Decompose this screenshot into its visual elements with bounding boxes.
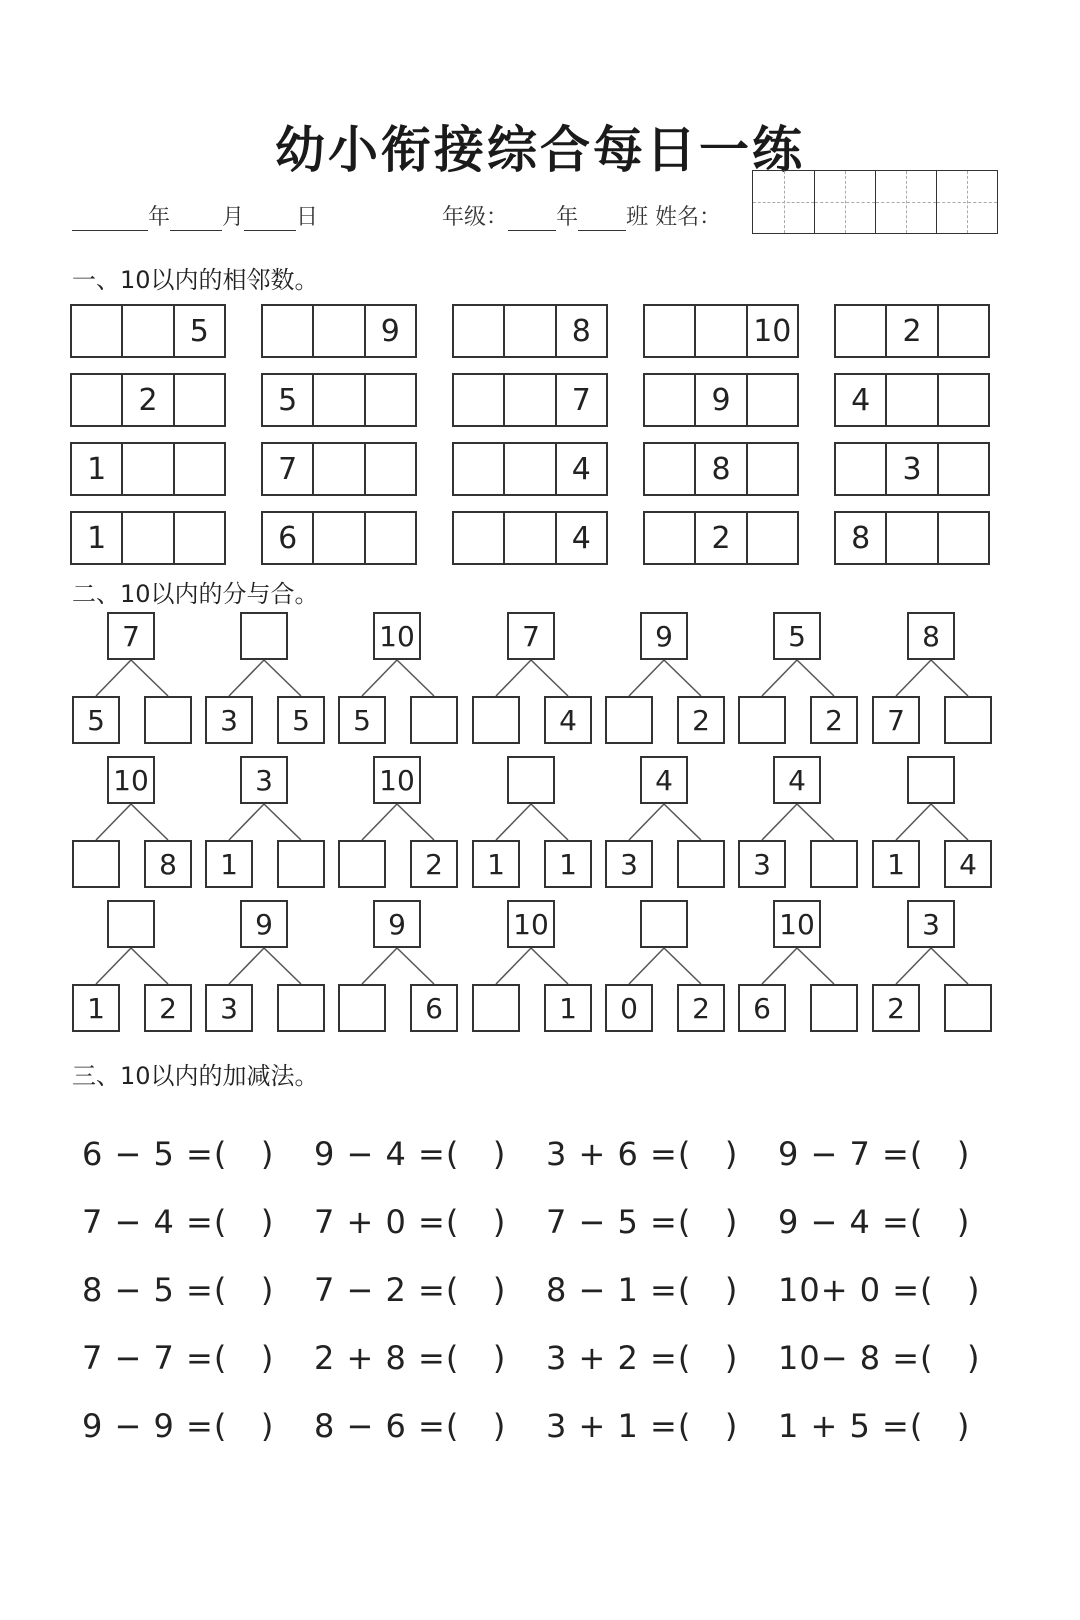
answer-cell[interactable] — [72, 375, 121, 425]
bond-line — [531, 804, 568, 840]
grade-year-blank[interactable] — [508, 208, 556, 231]
bond-line — [264, 660, 301, 696]
given-box: 2 — [144, 984, 192, 1032]
given-number: 9 — [364, 306, 415, 356]
answer-cell[interactable] — [121, 306, 172, 356]
number-bond — [72, 612, 192, 752]
day-label: 日 — [296, 205, 319, 230]
given-number: 4 — [851, 382, 871, 418]
adjacent-item — [261, 304, 417, 358]
adjacent-item — [643, 304, 799, 358]
number-bond — [738, 612, 858, 752]
given-number: 9 — [694, 375, 745, 425]
given-box: 3 — [907, 900, 955, 948]
bond-line — [664, 948, 701, 984]
adjacent-item — [70, 304, 226, 358]
given-box: 7 — [872, 696, 920, 744]
answer-box[interactable] — [907, 756, 955, 804]
bond-line — [397, 660, 434, 696]
answer-box[interactable] — [944, 696, 992, 744]
class-blank[interactable] — [578, 208, 626, 231]
answer-cell[interactable] — [694, 306, 745, 356]
equation[interactable]: 1 + 5 =( ) — [778, 1407, 971, 1445]
bond-line — [229, 948, 264, 984]
bond-line — [96, 804, 131, 840]
equation[interactable]: 8 − 5 =( ) — [82, 1271, 275, 1309]
equation[interactable]: 2 + 8 =( ) — [314, 1339, 507, 1377]
answer-box[interactable] — [944, 984, 992, 1032]
number-bond — [338, 612, 458, 752]
given-box: 3 — [205, 984, 253, 1032]
bond-line — [131, 948, 168, 984]
answer-cell[interactable] — [364, 513, 415, 563]
answer-box[interactable] — [640, 900, 688, 948]
answer-cell[interactable] — [454, 444, 503, 494]
answer-cell[interactable] — [263, 306, 312, 356]
given-box: 3 — [738, 840, 786, 888]
bond-line — [931, 660, 968, 696]
equation[interactable]: 7 − 5 =( ) — [546, 1203, 739, 1241]
answer-box[interactable] — [144, 696, 192, 744]
given-box: 4 — [640, 756, 688, 804]
year-blank[interactable] — [72, 208, 148, 231]
answer-cell[interactable] — [173, 375, 224, 425]
answer-box[interactable] — [338, 840, 386, 888]
given-number: 3 — [885, 444, 936, 494]
adjacent-item — [643, 442, 799, 496]
bond-line — [264, 804, 301, 840]
given-box: 10 — [373, 612, 421, 660]
answer-cell[interactable] — [836, 306, 885, 356]
answer-box[interactable] — [810, 984, 858, 1032]
bond-line — [397, 804, 434, 840]
given-box: 1 — [72, 984, 120, 1032]
bond-line — [629, 948, 664, 984]
given-number: 8 — [555, 306, 606, 356]
equation[interactable]: 7 − 7 =( ) — [82, 1339, 275, 1377]
answer-box[interactable] — [277, 984, 325, 1032]
answer-box[interactable] — [472, 696, 520, 744]
number-bond — [338, 900, 458, 1040]
answer-cell[interactable] — [937, 375, 988, 425]
answer-cell[interactable] — [836, 444, 885, 494]
given-box: 2 — [872, 984, 920, 1032]
answer-cell[interactable] — [645, 513, 694, 563]
adjacent-item — [261, 373, 417, 427]
number-bond — [872, 900, 992, 1040]
number-bond — [605, 612, 725, 752]
number-bond — [872, 756, 992, 896]
given-box: 1 — [472, 840, 520, 888]
given-box: 1 — [205, 840, 253, 888]
bond-line — [531, 948, 568, 984]
adjacent-item — [452, 442, 608, 496]
answer-cell[interactable] — [364, 444, 415, 494]
adjacent-numbers-grid — [70, 304, 1010, 565]
bond-line — [797, 948, 834, 984]
bond-line — [931, 948, 968, 984]
adjacent-item — [452, 373, 608, 427]
given-number: 6 — [278, 520, 298, 556]
given-box: 2 — [810, 696, 858, 744]
answer-box[interactable] — [605, 696, 653, 744]
name-grid[interactable] — [752, 170, 998, 234]
given-box: 9 — [240, 900, 288, 948]
bond-line — [629, 804, 664, 840]
bond-line — [496, 660, 531, 696]
answer-cell[interactable] — [746, 375, 797, 425]
class-name-label: 班 姓名： — [626, 205, 722, 230]
equation[interactable]: 10− 8 =( ) — [778, 1339, 981, 1377]
grade-year-label: 年 — [556, 205, 579, 230]
name-cell[interactable] — [875, 171, 936, 233]
answer-cell[interactable] — [503, 306, 554, 356]
equation[interactable]: 3 + 2 =( ) — [546, 1339, 739, 1377]
answer-cell[interactable] — [312, 513, 363, 563]
bond-line — [131, 660, 168, 696]
equation[interactable]: 6 − 5 =( ) — [82, 1135, 275, 1173]
given-box: 3 — [240, 756, 288, 804]
bond-line — [496, 948, 531, 984]
answer-cell[interactable] — [173, 513, 224, 563]
bond-line — [229, 804, 264, 840]
given-box: 3 — [205, 696, 253, 744]
bond-line — [96, 660, 131, 696]
given-box: 2 — [677, 696, 725, 744]
number-bond — [605, 900, 725, 1040]
bond-line — [762, 804, 797, 840]
bond-line — [762, 660, 797, 696]
adjacent-item — [643, 373, 799, 427]
given-box: 1 — [872, 840, 920, 888]
answer-cell[interactable] — [885, 375, 936, 425]
month-blank[interactable] — [170, 208, 222, 231]
bond-line — [229, 660, 264, 696]
equation[interactable]: 9 − 9 =( ) — [82, 1407, 275, 1445]
name-cell[interactable] — [814, 171, 875, 233]
answer-cell[interactable] — [173, 444, 224, 494]
given-box: 9 — [640, 612, 688, 660]
adjacent-item — [261, 442, 417, 496]
adjacent-item — [70, 511, 226, 565]
adjacent-item — [834, 304, 990, 358]
answer-cell[interactable] — [746, 513, 797, 563]
given-number: 7 — [555, 375, 606, 425]
bond-line — [762, 948, 797, 984]
given-number: 1 — [87, 451, 107, 487]
given-box: 2 — [410, 840, 458, 888]
adjacent-item — [261, 511, 417, 565]
equation[interactable]: 3 + 6 =( ) — [546, 1135, 739, 1173]
answer-box[interactable] — [810, 840, 858, 888]
given-number: 4 — [555, 444, 606, 494]
bond-line — [362, 660, 397, 696]
given-number: 10 — [746, 306, 797, 356]
page-title: 幼小衔接综合每日一练 — [275, 121, 805, 179]
answer-cell[interactable] — [645, 306, 694, 356]
answer-cell[interactable] — [312, 444, 363, 494]
answer-box[interactable] — [72, 840, 120, 888]
answer-cell[interactable] — [503, 513, 554, 563]
given-box: 7 — [507, 612, 555, 660]
given-box: 1 — [544, 984, 592, 1032]
answer-box[interactable] — [277, 840, 325, 888]
section-3-title: 三、10以内的加减法。 — [72, 1062, 319, 1090]
bond-line — [664, 804, 701, 840]
adjacent-item — [834, 511, 990, 565]
bond-line — [664, 660, 701, 696]
given-box: 2 — [677, 984, 725, 1032]
given-box: 10 — [507, 900, 555, 948]
adjacent-item — [70, 373, 226, 427]
equation[interactable]: 8 − 1 =( ) — [546, 1271, 739, 1309]
answer-cell[interactable] — [503, 375, 554, 425]
adjacent-item — [70, 442, 226, 496]
number-bond — [738, 900, 858, 1040]
answer-cell[interactable] — [312, 306, 363, 356]
given-box: 5 — [277, 696, 325, 744]
bond-line — [496, 804, 531, 840]
given-box: 5 — [72, 696, 120, 744]
adjacent-item — [643, 511, 799, 565]
answer-cell[interactable] — [645, 444, 694, 494]
answer-box[interactable] — [107, 900, 155, 948]
answer-cell[interactable] — [454, 306, 503, 356]
number-bond — [205, 756, 325, 896]
day-blank[interactable] — [244, 208, 296, 231]
number-bond — [738, 756, 858, 896]
equation[interactable]: 3 + 1 =( ) — [546, 1407, 739, 1445]
bond-line — [96, 948, 131, 984]
answer-cell[interactable] — [937, 306, 988, 356]
number-bond — [472, 756, 592, 896]
given-box: 10 — [373, 756, 421, 804]
answer-box[interactable] — [738, 696, 786, 744]
given-box: 0 — [605, 984, 653, 1032]
bond-line — [896, 804, 931, 840]
given-number: 1 — [87, 520, 107, 556]
adjacent-item — [834, 442, 990, 496]
equations-grid — [82, 1130, 1002, 1450]
bond-line — [362, 948, 397, 984]
answer-cell[interactable] — [72, 306, 121, 356]
number-bond — [472, 612, 592, 752]
answer-cell[interactable] — [746, 444, 797, 494]
equation[interactable]: 9 − 7 =( ) — [778, 1135, 971, 1173]
given-number: 8 — [851, 520, 871, 556]
bond-line — [797, 804, 834, 840]
name-cell[interactable] — [936, 171, 997, 233]
section-1-title: 一、10以内的相邻数。 — [72, 266, 319, 294]
answer-box[interactable] — [472, 984, 520, 1032]
given-box: 10 — [107, 756, 155, 804]
answer-cell[interactable] — [937, 513, 988, 563]
answer-cell[interactable] — [121, 513, 172, 563]
equation[interactable]: 9 − 4 =( ) — [314, 1135, 507, 1173]
given-number: 2 — [694, 513, 745, 563]
bond-line — [896, 948, 931, 984]
given-box: 5 — [773, 612, 821, 660]
name-cell[interactable] — [753, 171, 814, 233]
bond-line — [896, 660, 931, 696]
answer-cell[interactable] — [885, 513, 936, 563]
equation[interactable]: 10+ 0 =( ) — [778, 1271, 981, 1309]
number-bond — [605, 756, 725, 896]
adjacent-item — [452, 304, 608, 358]
answer-cell[interactable] — [937, 444, 988, 494]
given-number: 7 — [278, 451, 298, 487]
section-2-title: 二、10以内的分与合。 — [72, 580, 319, 608]
given-number: 5 — [173, 306, 224, 356]
adjacent-item — [834, 373, 990, 427]
given-box: 6 — [410, 984, 458, 1032]
given-box: 7 — [107, 612, 155, 660]
answer-cell[interactable] — [312, 375, 363, 425]
answer-cell[interactable] — [454, 375, 503, 425]
equation[interactable]: 7 − 4 =( ) — [82, 1203, 275, 1241]
given-number: 5 — [278, 382, 298, 418]
number-bond — [72, 756, 192, 896]
answer-cell[interactable] — [364, 375, 415, 425]
number-bond — [472, 900, 592, 1040]
given-box: 1 — [544, 840, 592, 888]
answer-cell[interactable] — [645, 375, 694, 425]
number-bond — [338, 756, 458, 896]
given-box: 4 — [544, 696, 592, 744]
answer-cell[interactable] — [503, 444, 554, 494]
answer-box[interactable] — [240, 612, 288, 660]
answer-box[interactable] — [677, 840, 725, 888]
answer-box[interactable] — [410, 696, 458, 744]
given-number: 8 — [694, 444, 745, 494]
adjacent-item — [452, 511, 608, 565]
number-bond — [872, 612, 992, 752]
equation[interactable]: 7 − 2 =( ) — [314, 1271, 507, 1309]
given-box: 8 — [144, 840, 192, 888]
bond-line — [397, 948, 434, 984]
answer-cell[interactable] — [454, 513, 503, 563]
equation[interactable]: 9 − 4 =( ) — [778, 1203, 971, 1241]
number-bond — [205, 900, 325, 1040]
given-box: 4 — [773, 756, 821, 804]
answer-cell[interactable] — [121, 444, 172, 494]
bond-line — [931, 804, 968, 840]
year-label: 年 — [148, 205, 171, 230]
bond-line — [131, 804, 168, 840]
given-box: 9 — [373, 900, 421, 948]
given-box: 6 — [738, 984, 786, 1032]
given-box: 3 — [605, 840, 653, 888]
bond-line — [264, 948, 301, 984]
answer-box[interactable] — [338, 984, 386, 1032]
given-box: 5 — [338, 696, 386, 744]
given-box: 4 — [944, 840, 992, 888]
given-number: 4 — [555, 513, 606, 563]
equation[interactable]: 7 + 0 =( ) — [314, 1203, 507, 1241]
equation[interactable]: 8 − 6 =( ) — [314, 1407, 507, 1445]
given-box: 8 — [907, 612, 955, 660]
grade-label: 年级： — [442, 205, 509, 230]
bond-line — [362, 804, 397, 840]
answer-box[interactable] — [507, 756, 555, 804]
month-label: 月 — [222, 205, 245, 230]
given-number: 2 — [121, 375, 172, 425]
bond-line — [629, 660, 664, 696]
bond-line — [531, 660, 568, 696]
bond-line — [797, 660, 834, 696]
given-number: 2 — [885, 306, 936, 356]
number-bond — [72, 900, 192, 1040]
number-bond — [205, 612, 325, 752]
given-box: 10 — [773, 900, 821, 948]
